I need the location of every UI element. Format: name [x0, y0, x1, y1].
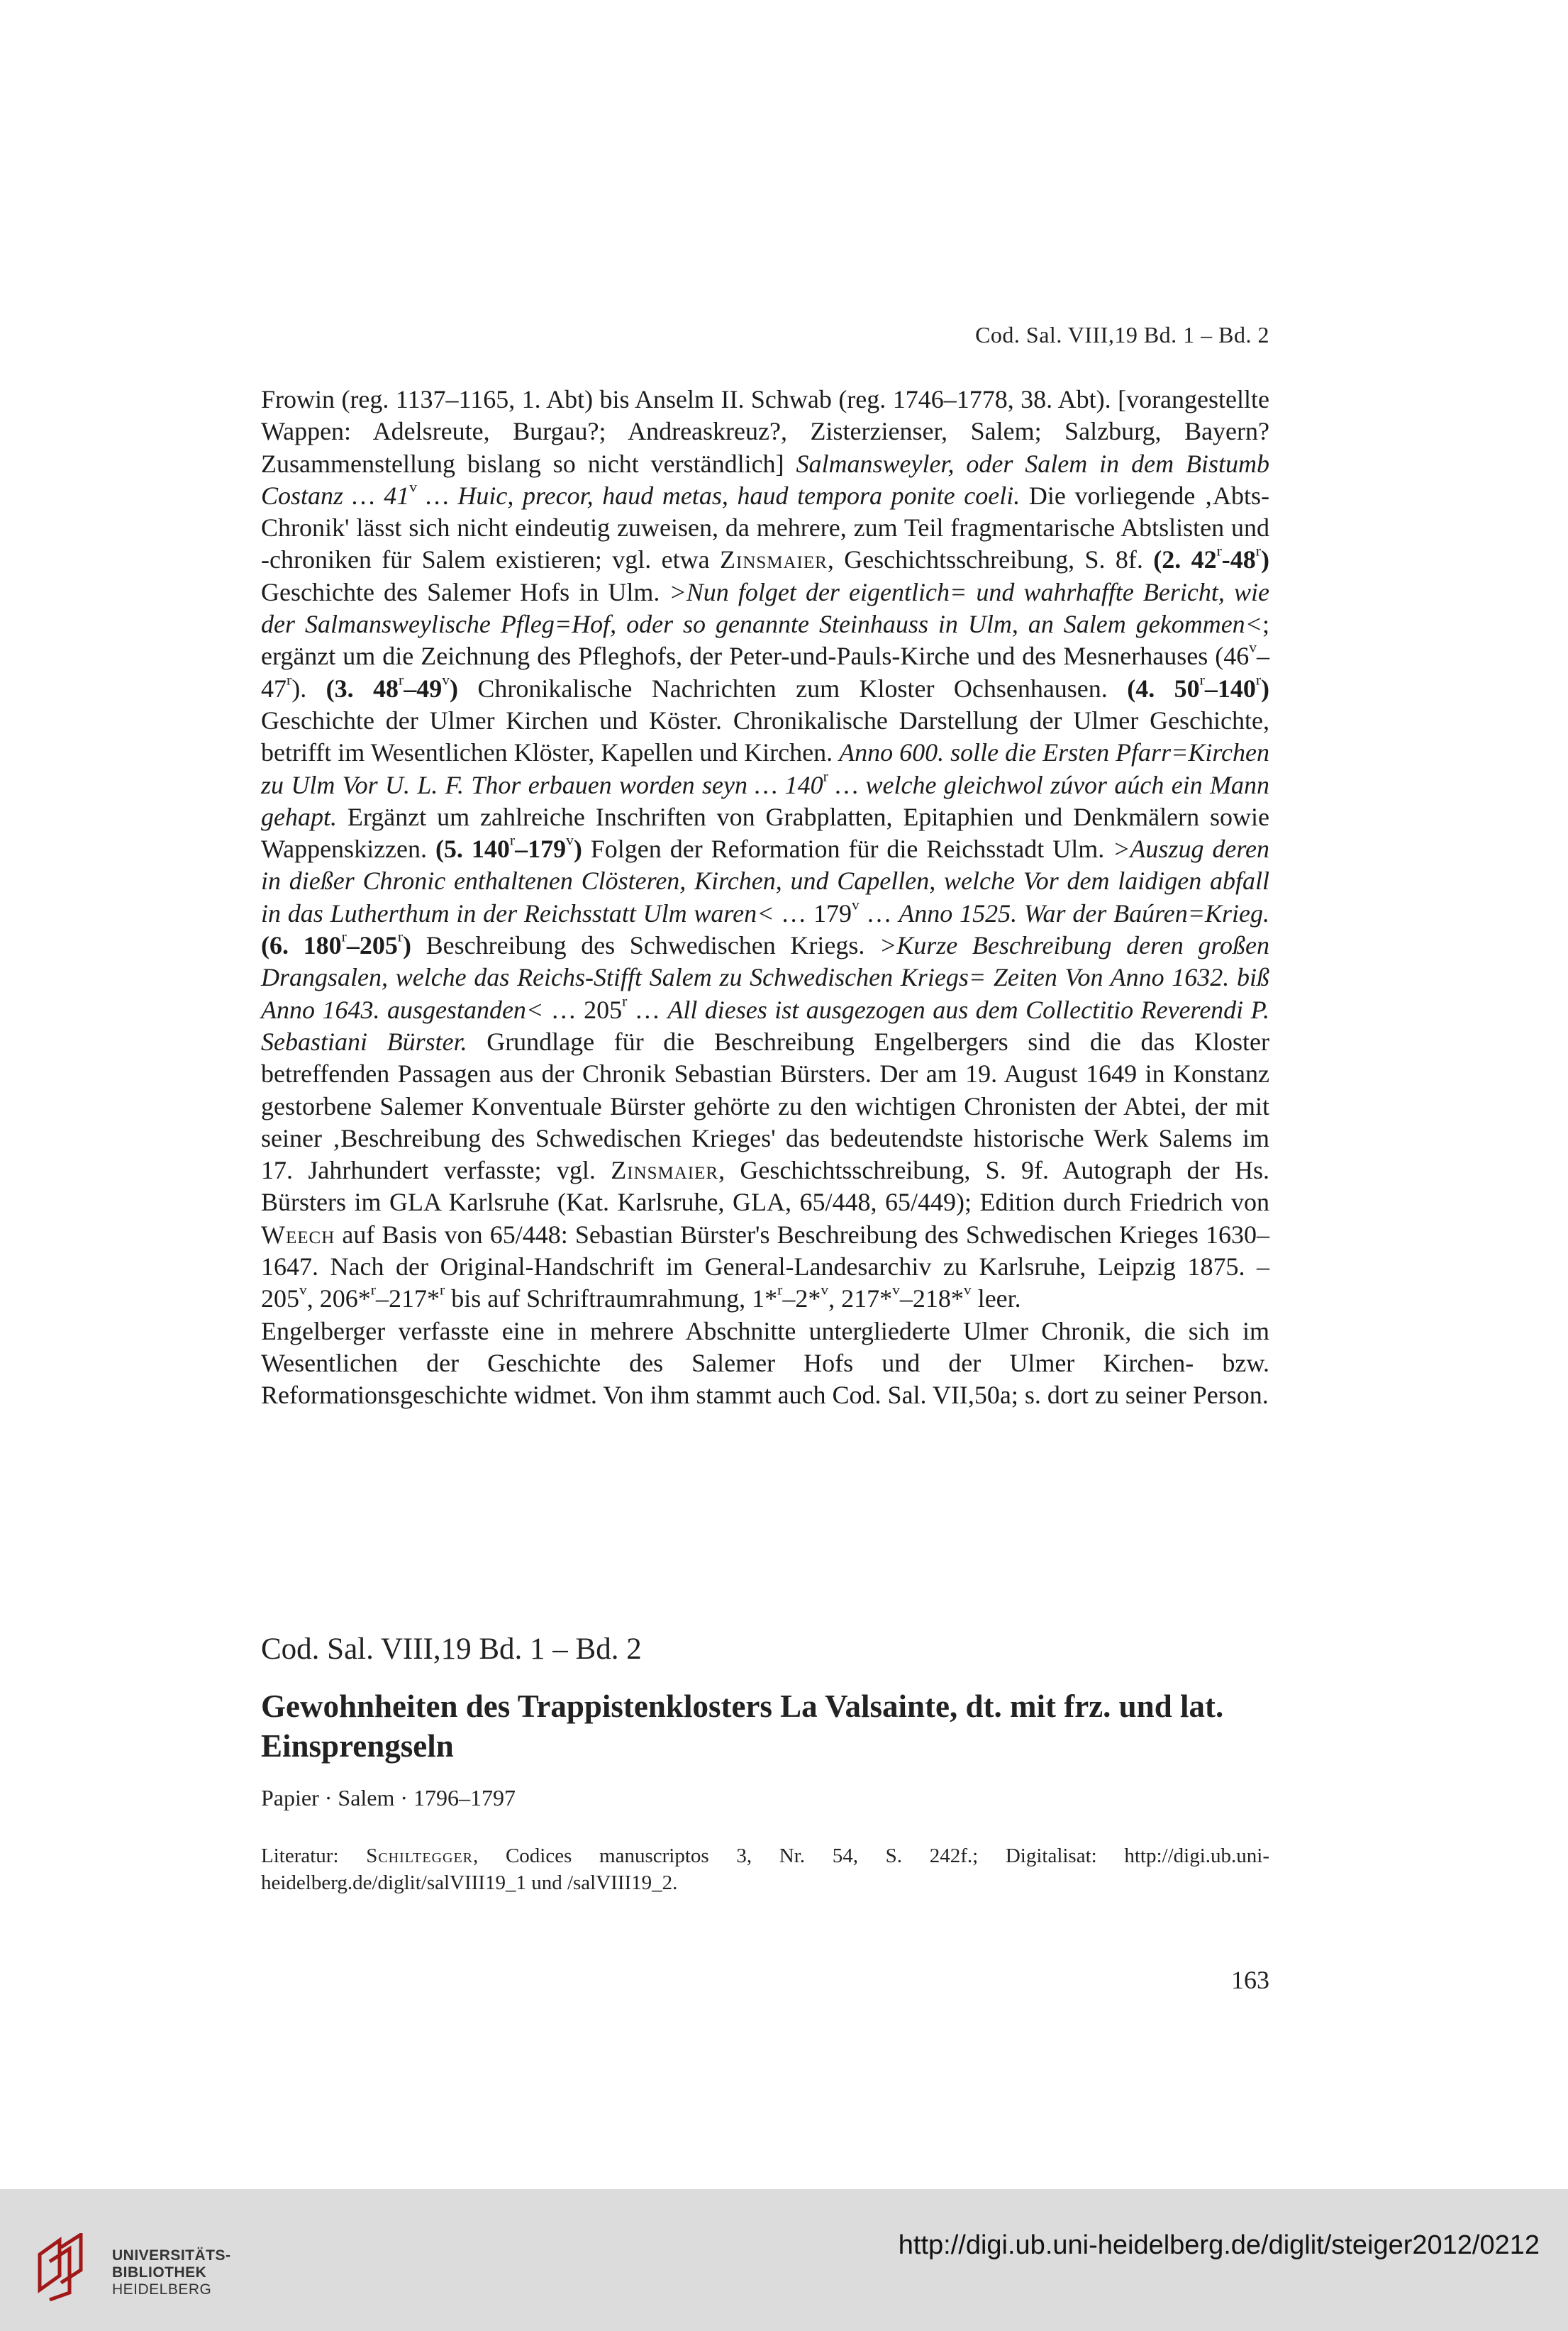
text-run-sup: v — [566, 831, 574, 849]
text-run-b: –179 — [515, 835, 567, 864]
text-run-i: … Huic, precor, haud metas, haud tempora ponite coeli. — [417, 481, 1021, 510]
text-run-sup: r — [440, 1281, 445, 1299]
page-number: 163 — [1231, 1966, 1269, 1994]
text-run-sup: r — [1216, 543, 1222, 560]
text-run-b: (2. 42 — [1153, 545, 1217, 574]
text-run-sup: v — [299, 1281, 307, 1299]
text-run-b: (6. 180 — [261, 931, 342, 960]
body-text — [261, 384, 1269, 1412]
text-run-b: (3. 48 — [326, 674, 399, 703]
library-logo-icon — [35, 2233, 85, 2301]
text-run-sc: Zinsmaier — [611, 1156, 719, 1185]
entry-shelfmark: Cod. Sal. VIII,19 Bd. 1 – Bd. 2 — [261, 1632, 642, 1666]
entry-title: Gewohnheiten des Trappistenklosters La Valsainte, dt. mit frz. und lat. Einsprengseln — [261, 1689, 1224, 1764]
text-run-i: >Nun folget der eigentlich= und wahrhaffte Bericht, wie der Salmansweylische Pfleg=Hof, oder so genannte Steinhauss in Ulm, an Salem gekommen< — [261, 577, 1269, 639]
body-paragraph-2: Engelberger verfasste eine in mehrere Abschnitte untergliederte Ulmer Chronik, die sich im Wesentlichen der Geschichte des Salemer Hofs und der Ulmer Kirchen- bzw. Reformationsgeschichte widmet. Von ihm stammt auch Cod. Sal. VII,50a; s. dort zu seiner Person. — [261, 1316, 1269, 1410]
text-run-b: (5. 140 — [435, 835, 510, 864]
viewer-footer — [0, 2189, 1568, 2331]
entry-meta: Papier · Salem · 1796–1797 — [261, 1785, 516, 1810]
logo-line-3: HEIDELBERG — [112, 2281, 212, 2298]
text-run-sup: v — [821, 1281, 829, 1299]
text-run-sup: r — [1199, 671, 1205, 689]
text-run-sup: r — [341, 928, 347, 945]
text-run-i: Anno 600. solle die Ersten Pfarr=Kirchen zu Ulm Vor U. L. F. Thor erbauen worden seyn … 140 — [261, 738, 1270, 799]
text-run-b: ) — [450, 674, 459, 703]
text-run-sup: r — [287, 671, 292, 689]
permalink-url[interactable]: http://digi.ub.uni-heidelberg.de/diglit/steiger2012/0212 — [898, 2230, 1540, 2260]
logo-line-2: BIBLIOTHEK — [112, 2264, 207, 2281]
entry-literature: Literatur: Schiltegger, Codices manuscriptos 3, Nr. 54, S. 242f.; Digitalisat: http://digi.ub.uni-heidelberg.de/diglit/salVIII19_1 und /salVIII19_2. — [261, 1845, 1269, 1894]
text-run-b: ) — [1261, 674, 1270, 703]
text-run-sup: r — [777, 1281, 783, 1299]
text-run-sc: Schiltegger — [366, 1845, 474, 1867]
text-run-b: (4. 50 — [1127, 674, 1200, 703]
text-run-b: –205 — [346, 931, 398, 960]
text-run-sup: v — [892, 1281, 900, 1299]
text-run-sup: v — [442, 671, 450, 689]
text-run-b: –49 — [404, 674, 443, 703]
text-run-sup: v — [851, 896, 860, 913]
text-run-b: ) — [573, 835, 582, 864]
library-logo-text — [112, 2247, 231, 2298]
text-run-i: Salmansweyler, oder Salem in dem Bistumb Costanz … 41 — [261, 449, 1269, 510]
library-logo[interactable] — [26, 2215, 231, 2300]
text-run-sup: v — [963, 1281, 972, 1299]
text-run-i: All dieses ist ausgezogen aus dem Collectitio Reverendi P. Sebastiani Bürster. — [261, 995, 1269, 1056]
text-run-b: ) — [403, 931, 412, 960]
text-run-sup: r — [399, 671, 404, 689]
text-run-i: Anno 1525. War der Baúren=Krieg. — [899, 899, 1270, 928]
text-run-sup: r — [509, 831, 516, 849]
text-run-sup: r — [397, 928, 404, 945]
text-run-sup: v — [409, 478, 418, 496]
text-run-sc: Zinsmaier — [720, 545, 828, 574]
text-run-i: … welche gleichwol zúvor aúch ein Mann gehapt. — [261, 770, 1269, 831]
text-run-sup: r — [1255, 543, 1261, 560]
text-run-sup: v — [1249, 639, 1257, 657]
text-run-i: >Kurze Beschreibung deren großen Drangsalen, welche das Reichs-Stifft Salem zu Schwedischen Kriegs= Zeiten Von Anno 1632. biß Anno 1643. ausgestanden< — [261, 931, 1269, 1024]
text-run-sup: r — [622, 992, 628, 1010]
logo-line-1: UNIVERSITÄTS- — [112, 2247, 231, 2264]
text-run-i: >Auszug deren in dießer Chronic enthaltenen Clösteren, Kirchen, und Capellen, welche Vor dem laidigen abfall in das Lutherthum in der Reichsstatt Ulm waren< — [261, 835, 1270, 928]
text-run-b: -48 — [1221, 545, 1256, 574]
body-paragraph-1: Frowin (reg. 1137–1165, 1. Abt) bis Anselm II. Schwab (reg. 1746–1778, 38. Abt). [vorangestellte Wappen: Adelsreute, Burgau?; Andreaskreuz?, Zisterzienser, Salem; Salzburg, Bayern? Zusammenstellung bislang so nicht verständlich] Salmansweyler, oder Salem in dem Bistumb Costanz … 41$^v$ … Huic, precor, haud metas, haud tempora ponite coeli. Die vorliegende ‚Abts-Chronik' lässt sich nicht eindeutig zuweisen, da mehrere, zum Teil fragmentarische Abtslisten und -chroniken für Salem existieren; vgl. etwa Zinsmaier, Geschichtsschreibung, S. 8f. (2. 42$^r$-48$^r$) Geschichte des Salemer Hofs in Ulm. >Nun folget der eigentlich= und wahrhaffte Bericht, wie der Salmansweylische Pfleg=Hof, oder so genannte Steinhauss in Ulm, an Salem gekommen<; ergänzt um die Zeichnung des Pfleghofs, der Peter-und-Pauls-Kirche und des Mesnerhauses (46$^v$–47$^r$). (3. 48$^r$–49$^v$) Chronikalische Nachrichten zum Kloster Ochsenhausen. (4. 50$^r$–140$^r$) Geschichte der Ulmer Kirchen und Köster. Chronikalische Darstellung der Ulmer Geschichte, betrifft im Wesentlichen Klöster, Kapellen und Kirchen. Anno 600. solle die Ersten Pfarr=Kirchen zu Ulm Vor U. L. F. Thor erbauen worden seyn … 140$^r$ … welche gleichwol zúvor aúch ein Mann gehapt. Ergänzt um zahlreiche Inschriften von Grabplatten, Epitaphien und Denkmälern sowie Wappenskizzen. (5. 140$^r$–179$^v$) Folgen der Reformation für die Reichsstadt Ulm. >Auszug deren in dießer Chronic enthaltenen Clösteren, Kirchen, und Capellen, welche Vor dem laidigen abfall in das Lutherthum in der Reichsstatt Ulm waren< … 179$^v$ … Anno 1525. War der Baúren=Krieg. (6. 180$^r$–205$^r$) Beschreibung des Schwedischen Kriegs. >Kurze Beschreibung deren großen Drangsalen, welche das Reichs-Stifft Salem zu Schwedischen Kriegs= Zeiten Von Anno 1632. biß Anno 1643. ausgestanden< … 205$^r$ … All dieses ist ausgezogen aus dem Collectitio Reverendi P. Sebastiani Bürster. Grundlage für die Beschreibung Engelbergers sind die das Kloster betreffenden Passagen aus der Chronik Sebastian Bürsters. Der am 19. August 1649 in Konstanz gestorbene Salemer Konventuale Bürster gehörte zu den wichtigen Chronisten der Abtei, der mit seiner ‚Beschreibung des Schwedischen Krieges' das bedeutendste historische Werk Salems im 17. Jahrhundert verfasste; vgl. Zinsmaier, Geschichtsschreibung, S. 9f. Autograph der Hs. Bürsters im GLA Karlsruhe (Kat. Karlsruhe, GLA, 65/448, 65/449); Edition durch Friedrich von Weech auf Basis von 65/448: Sebastian Bürster's Beschreibung des Schwedischen Krieges 1630–1647. Nach der Original-Handschrift im General-Landesarchiv zu Karlsruhe, Leipzig 1875. – 205$^v$, 206*$^r$–217*$^r$ bis auf Schriftraumrahmung, 1*$^r$–2*$^v$, 217*$^v$–218*$^v$ leer. — [261, 385, 1270, 1313]
running-head: Cod. Sal. VIII,19 Bd. 1 – Bd. 2 — [975, 322, 1269, 347]
text-run-sup: r — [370, 1281, 376, 1299]
text-run-b: –140 — [1204, 674, 1256, 703]
text-run-sup: r — [823, 767, 828, 785]
text-run-sc: Weech — [261, 1220, 335, 1249]
text-run-sup: r — [1255, 671, 1262, 689]
text-run-b: ) — [1260, 545, 1269, 574]
